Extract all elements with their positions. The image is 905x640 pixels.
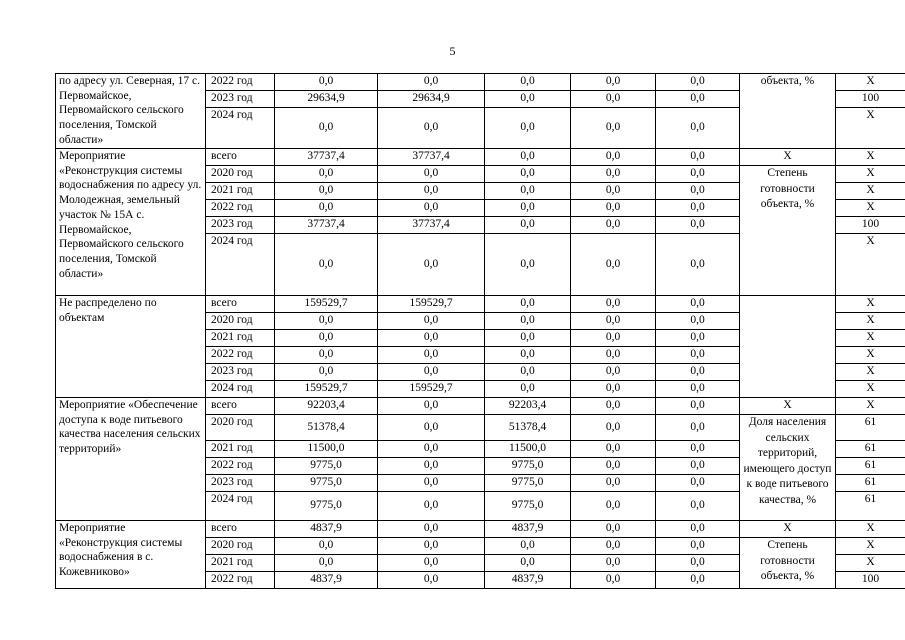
table-row	[56, 521, 905, 538]
year-cell: 2020 год	[206, 415, 275, 441]
value-cell: 0,0	[485, 330, 571, 347]
value-cell: 0,0	[485, 381, 571, 398]
value-cell: 11500,0	[275, 441, 378, 458]
value-cell: 29634,9	[378, 91, 485, 108]
value-cell: 0,0	[571, 475, 656, 492]
measure-cell: Мероприятие «Обеспечение доступа к воде питьевого качества населения сельских территорий»	[56, 398, 206, 521]
value-cell: 11500,0	[485, 441, 571, 458]
year-cell: 2022 год	[206, 458, 275, 475]
value-cell: 0,0	[378, 572, 485, 589]
value-cell: 29634,9	[275, 91, 378, 108]
year-cell: 2022 год	[206, 200, 275, 217]
value-cell: 0,0	[571, 234, 656, 296]
value-cell: 0,0	[656, 74, 740, 91]
value-cell: 0,0	[378, 415, 485, 441]
value-cell: 0,0	[275, 200, 378, 217]
value-cell: 0,0	[378, 330, 485, 347]
value-cell: 92203,4	[275, 398, 378, 415]
target-cell: X	[836, 555, 905, 572]
value-cell: 0,0	[656, 183, 740, 200]
value-cell: 0,0	[656, 200, 740, 217]
year-cell: 2022 год	[206, 74, 275, 91]
value-cell: 0,0	[378, 347, 485, 364]
value-cell: 0,0	[378, 555, 485, 572]
value-cell: 0,0	[275, 108, 378, 149]
value-cell: 0,0	[571, 166, 656, 183]
value-cell: 0,0	[378, 200, 485, 217]
value-cell: 0,0	[656, 475, 740, 492]
value-cell: 0,0	[485, 74, 571, 91]
value-cell: 4837,9	[485, 572, 571, 589]
target-cell: X	[836, 381, 905, 398]
value-cell: 0,0	[656, 330, 740, 347]
value-cell: 0,0	[571, 441, 656, 458]
target-cell: X	[836, 313, 905, 330]
value-cell: 0,0	[656, 108, 740, 149]
target-cell: X	[836, 108, 905, 149]
budget-table	[55, 73, 905, 589]
target-cell: 61	[836, 441, 905, 458]
value-cell: 0,0	[275, 364, 378, 381]
value-cell: 37737,4	[378, 149, 485, 166]
value-cell: 0,0	[656, 296, 740, 313]
year-cell: 2022 год	[206, 572, 275, 589]
year-cell: 2021 год	[206, 330, 275, 347]
indicator-cell: Степень готовности объекта, %	[740, 538, 836, 589]
value-cell: 0,0	[571, 217, 656, 234]
measure-cell: Мероприятие «Реконструкция системы водоснабжения по адресу ул. Молодежная, земельный участок № 15А с. Первомайское, Первомайского сельского поселения, Томской области»	[56, 149, 206, 296]
table-row	[56, 398, 905, 415]
value-cell: 0,0	[571, 296, 656, 313]
value-cell: 0,0	[656, 217, 740, 234]
year-cell: 2020 год	[206, 538, 275, 555]
target-cell: X	[836, 347, 905, 364]
year-cell: 2023 год	[206, 475, 275, 492]
value-cell: 0,0	[571, 108, 656, 149]
value-cell: 9775,0	[275, 492, 378, 521]
value-cell: 0,0	[571, 74, 656, 91]
value-cell: 0,0	[378, 166, 485, 183]
value-cell: 4837,9	[485, 521, 571, 538]
value-cell: 0,0	[571, 555, 656, 572]
value-cell: 92203,4	[485, 398, 571, 415]
year-cell: всего	[206, 521, 275, 538]
indicator-cell: Доля населения сельских территорий, имеющего доступ к воде питьевого качества, %	[740, 415, 836, 521]
value-cell: 0,0	[656, 347, 740, 364]
measure-cell: Не распределено по объектам	[56, 296, 206, 398]
value-cell: 159529,7	[378, 296, 485, 313]
value-cell: 0,0	[275, 347, 378, 364]
value-cell: 0,0	[656, 458, 740, 475]
value-cell: 0,0	[656, 492, 740, 521]
value-cell: 0,0	[378, 108, 485, 149]
value-cell: 0,0	[378, 364, 485, 381]
value-cell: 0,0	[656, 234, 740, 296]
value-cell: 0,0	[571, 521, 656, 538]
value-cell: 159529,7	[378, 381, 485, 398]
value-cell: 0,0	[571, 492, 656, 521]
target-cell: X	[836, 74, 905, 91]
target-cell: 100	[836, 572, 905, 589]
value-cell: 0,0	[571, 330, 656, 347]
value-cell: 0,0	[656, 91, 740, 108]
year-cell: 2020 год	[206, 166, 275, 183]
value-cell: 0,0	[275, 234, 378, 296]
value-cell: 37737,4	[275, 217, 378, 234]
value-cell: 9775,0	[275, 458, 378, 475]
value-cell: 0,0	[571, 398, 656, 415]
value-cell: 0,0	[485, 234, 571, 296]
value-cell: 0,0	[378, 538, 485, 555]
year-cell: 2024 год	[206, 108, 275, 149]
value-cell: 0,0	[485, 91, 571, 108]
indicator-cell: X	[740, 149, 836, 166]
value-cell: 0,0	[656, 538, 740, 555]
year-cell: 2024 год	[206, 381, 275, 398]
target-cell: 61	[836, 415, 905, 441]
target-cell: X	[836, 296, 905, 313]
value-cell: 0,0	[571, 183, 656, 200]
value-cell: 0,0	[571, 364, 656, 381]
value-cell: 0,0	[275, 538, 378, 555]
value-cell: 0,0	[656, 398, 740, 415]
value-cell: 0,0	[275, 183, 378, 200]
value-cell: 0,0	[571, 91, 656, 108]
value-cell: 0,0	[378, 398, 485, 415]
target-cell: X	[836, 364, 905, 381]
year-cell: 2022 год	[206, 347, 275, 364]
indicator-cell	[740, 296, 836, 398]
value-cell: 0,0	[571, 313, 656, 330]
value-cell: 0,0	[485, 364, 571, 381]
table-row	[56, 149, 905, 166]
year-cell: 2021 год	[206, 555, 275, 572]
target-cell: 100	[836, 217, 905, 234]
value-cell: 0,0	[656, 364, 740, 381]
value-cell: 0,0	[571, 415, 656, 441]
table-row	[56, 296, 905, 313]
value-cell: 0,0	[571, 149, 656, 166]
value-cell: 0,0	[485, 200, 571, 217]
value-cell: 0,0	[571, 538, 656, 555]
measure-cell: Мероприятие «Реконструкция системы водоснабжения в с. Кожевниково»	[56, 521, 206, 589]
value-cell: 51378,4	[275, 415, 378, 441]
value-cell: 0,0	[485, 538, 571, 555]
value-cell: 0,0	[378, 74, 485, 91]
target-cell: X	[836, 330, 905, 347]
year-cell: всего	[206, 296, 275, 313]
value-cell: 0,0	[275, 330, 378, 347]
value-cell: 9775,0	[275, 475, 378, 492]
year-cell: 2024 год	[206, 492, 275, 521]
value-cell: 0,0	[378, 441, 485, 458]
value-cell: 4837,9	[275, 572, 378, 589]
value-cell: 0,0	[485, 555, 571, 572]
value-cell: 0,0	[485, 183, 571, 200]
target-cell: X	[836, 166, 905, 183]
value-cell: 37737,4	[275, 149, 378, 166]
target-cell: X	[836, 398, 905, 415]
indicator-cell: X	[740, 398, 836, 415]
value-cell: 159529,7	[275, 296, 378, 313]
value-cell: 0,0	[656, 441, 740, 458]
value-cell: 0,0	[571, 458, 656, 475]
year-cell: 2023 год	[206, 217, 275, 234]
page-number: 5	[449, 44, 456, 58]
value-cell: 0,0	[656, 521, 740, 538]
value-cell: 159529,7	[275, 381, 378, 398]
value-cell: 0,0	[485, 313, 571, 330]
value-cell: 4837,9	[275, 521, 378, 538]
value-cell: 0,0	[275, 74, 378, 91]
target-cell: X	[836, 200, 905, 217]
target-cell: X	[836, 538, 905, 555]
value-cell: 0,0	[485, 166, 571, 183]
value-cell: 0,0	[485, 108, 571, 149]
year-cell: всего	[206, 149, 275, 166]
value-cell: 9775,0	[485, 492, 571, 521]
year-cell: 2024 год	[206, 234, 275, 296]
value-cell: 0,0	[275, 166, 378, 183]
indicator-cell: Степень готовности объекта, %	[740, 166, 836, 296]
measure-cell: по адресу ул. Северная, 17 с. Первомайское, Первомайского сельского поселения, Томской области»	[56, 74, 206, 149]
target-cell: X	[836, 234, 905, 296]
target-cell: X	[836, 183, 905, 200]
value-cell: 0,0	[485, 347, 571, 364]
value-cell: 0,0	[275, 313, 378, 330]
year-cell: 2020 год	[206, 313, 275, 330]
value-cell: 0,0	[656, 572, 740, 589]
table-row	[56, 74, 905, 91]
value-cell: 0,0	[378, 492, 485, 521]
value-cell: 0,0	[656, 381, 740, 398]
target-cell: 61	[836, 492, 905, 521]
target-cell: X	[836, 521, 905, 538]
value-cell: 37737,4	[378, 217, 485, 234]
value-cell: 0,0	[656, 313, 740, 330]
value-cell: 0,0	[378, 458, 485, 475]
year-cell: 2023 год	[206, 364, 275, 381]
value-cell: 9775,0	[485, 458, 571, 475]
indicator-cell: X	[740, 521, 836, 538]
target-cell: 100	[836, 91, 905, 108]
value-cell: 0,0	[378, 475, 485, 492]
value-cell: 51378,4	[485, 415, 571, 441]
value-cell: 0,0	[571, 381, 656, 398]
value-cell: 0,0	[485, 296, 571, 313]
target-cell: X	[836, 149, 905, 166]
year-cell: 2021 год	[206, 183, 275, 200]
year-cell: всего	[206, 398, 275, 415]
value-cell: 0,0	[656, 555, 740, 572]
value-cell: 0,0	[571, 200, 656, 217]
indicator-cell: объекта, %	[740, 74, 836, 149]
value-cell: 0,0	[378, 313, 485, 330]
value-cell: 0,0	[656, 415, 740, 441]
year-cell: 2023 год	[206, 91, 275, 108]
target-cell: 61	[836, 458, 905, 475]
value-cell: 0,0	[485, 149, 571, 166]
value-cell: 0,0	[656, 149, 740, 166]
value-cell: 0,0	[571, 347, 656, 364]
value-cell: 0,0	[656, 166, 740, 183]
value-cell: 9775,0	[485, 475, 571, 492]
value-cell: 0,0	[571, 572, 656, 589]
value-cell: 0,0	[275, 555, 378, 572]
value-cell: 0,0	[378, 234, 485, 296]
year-cell: 2021 год	[206, 441, 275, 458]
value-cell: 0,0	[485, 217, 571, 234]
value-cell: 0,0	[378, 183, 485, 200]
value-cell: 0,0	[378, 521, 485, 538]
target-cell: 61	[836, 475, 905, 492]
